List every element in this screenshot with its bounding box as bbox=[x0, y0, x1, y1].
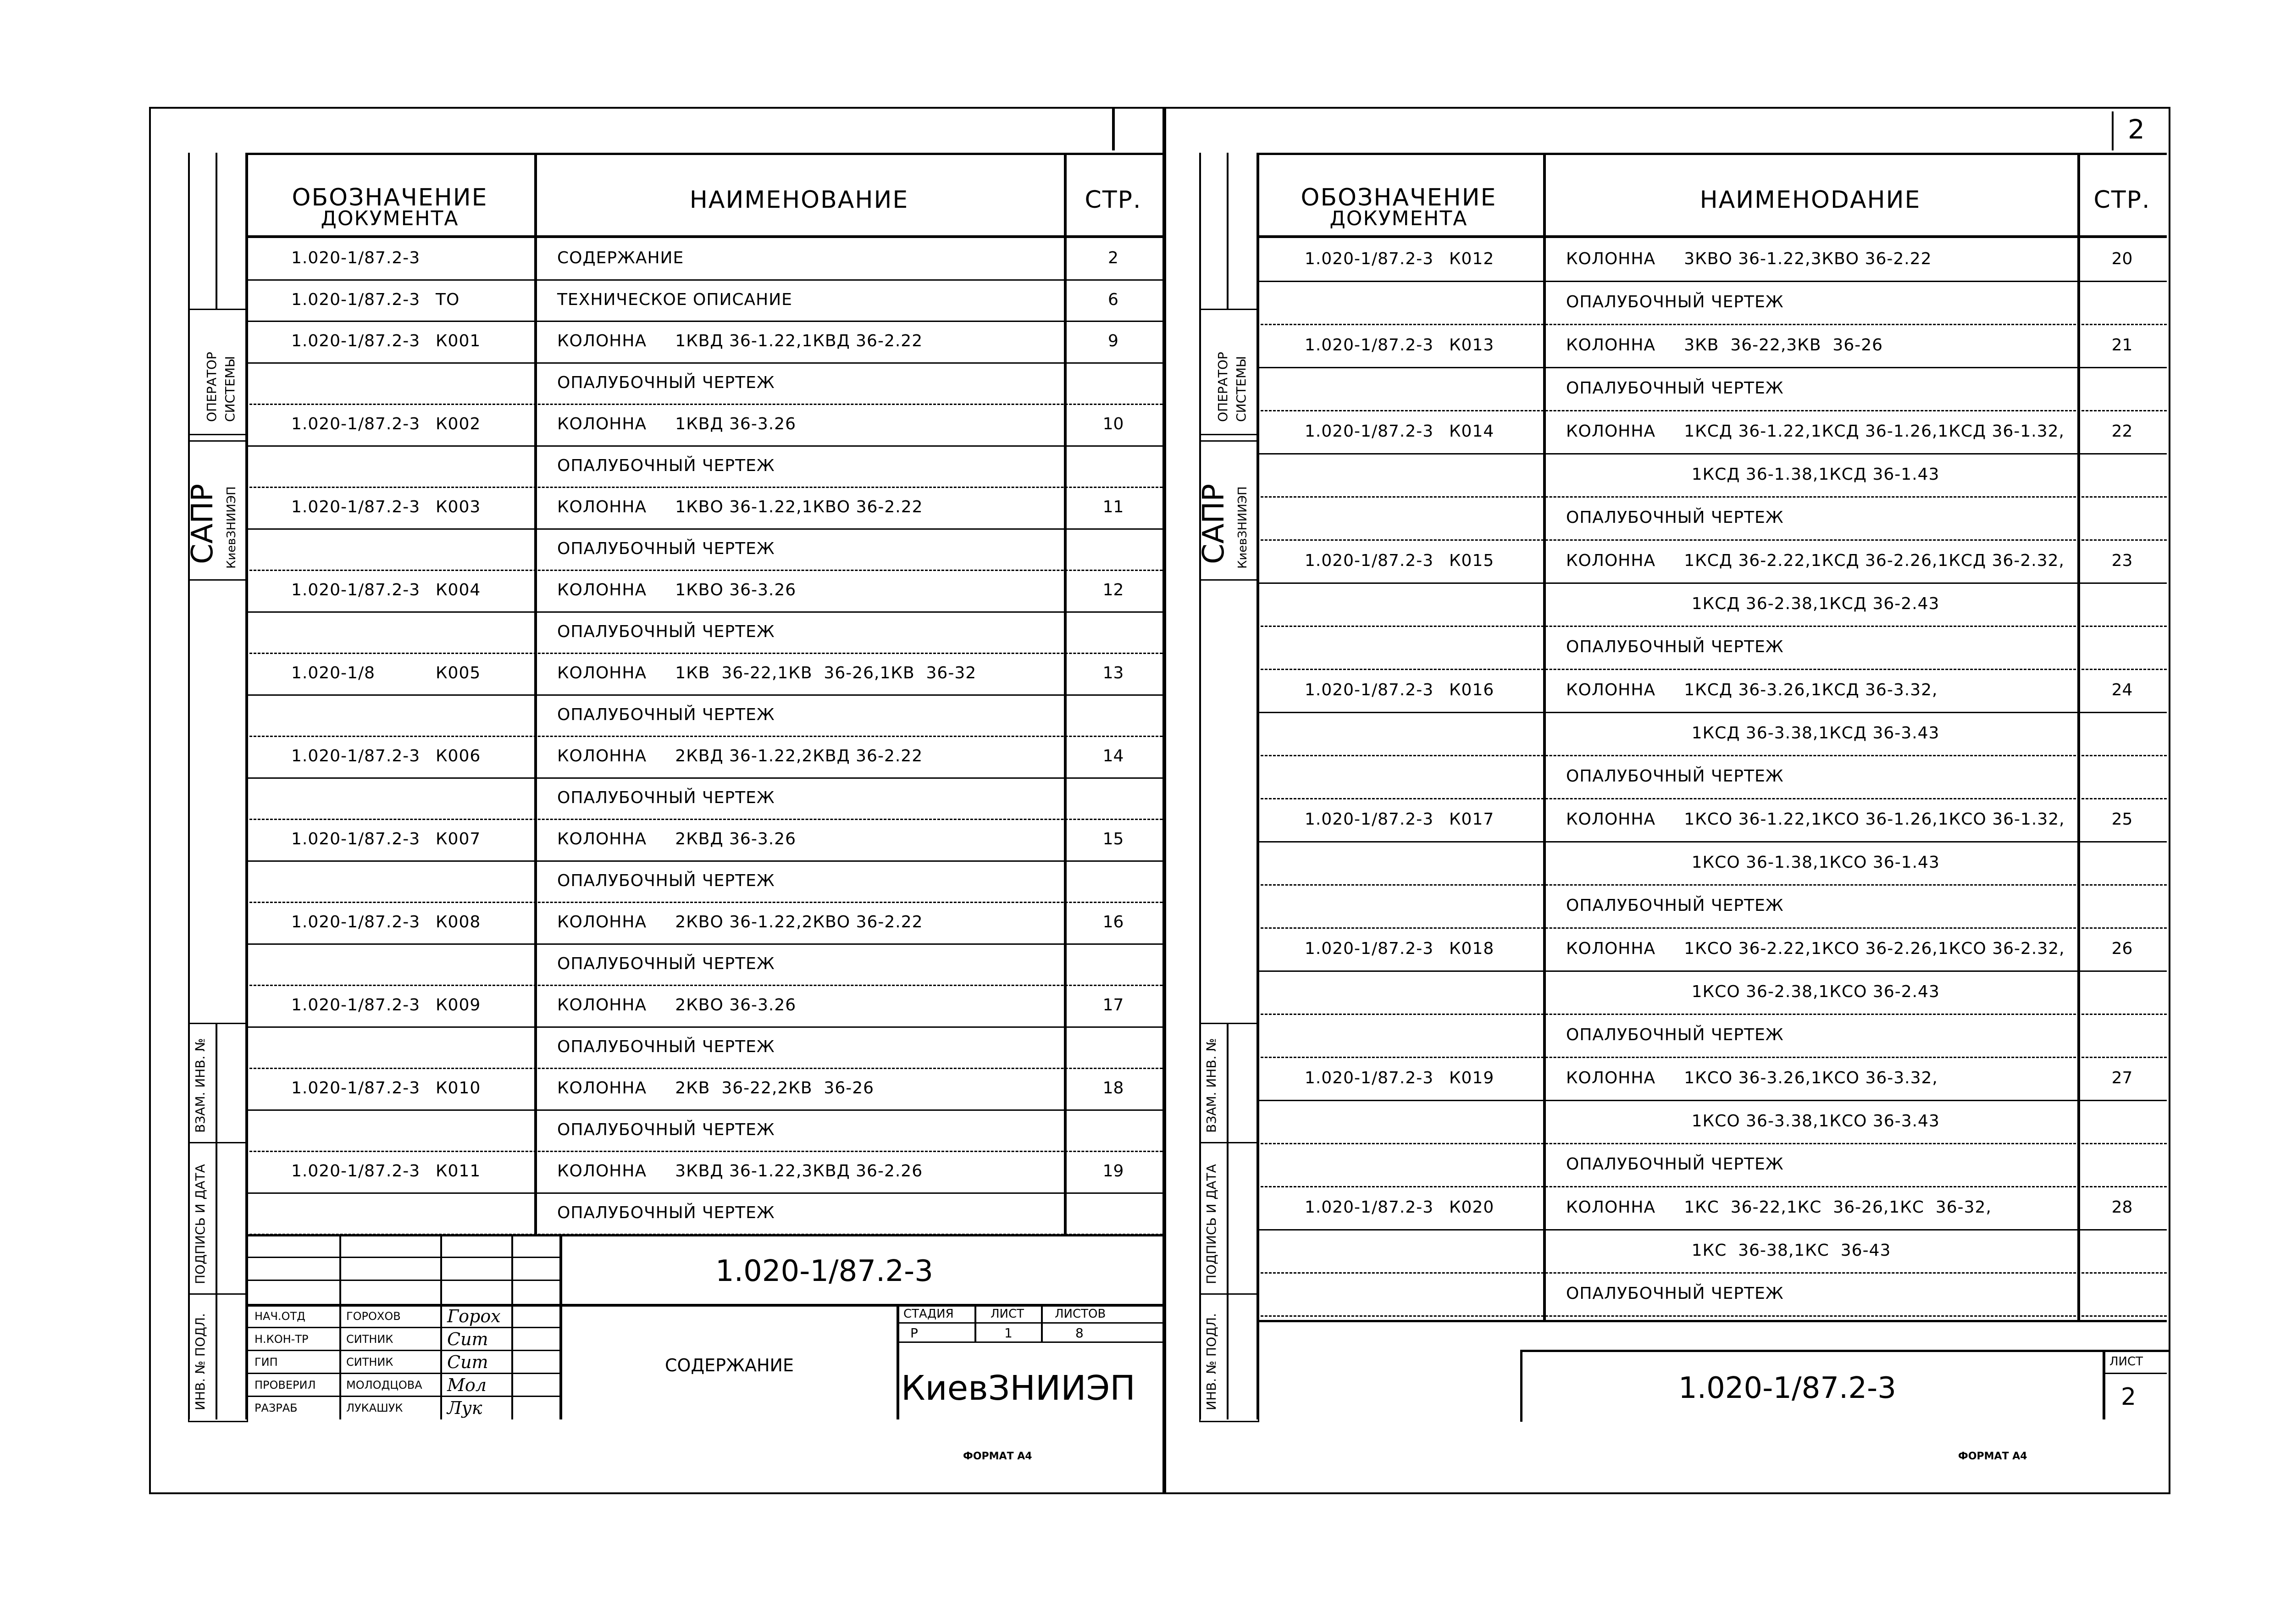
row-divider bbox=[1256, 712, 2167, 713]
doc-name: КОЛОННА 1КВО 36-3.26 bbox=[557, 581, 797, 600]
row-divider bbox=[245, 445, 1162, 447]
right-sidebar-sign-date-label: ПОДПИСЬ И ДАТА bbox=[1204, 1164, 1219, 1284]
row-divider bbox=[245, 902, 1162, 903]
doc-code: К010 bbox=[436, 1079, 481, 1098]
page-number: 13 bbox=[1102, 664, 1124, 683]
sidebar-sign-date-label: ПОДПИСЬ И ДАТА bbox=[193, 1164, 208, 1284]
doc-code: К004 bbox=[436, 581, 481, 600]
doc-code: К013 bbox=[1449, 336, 1494, 355]
stamp-role-5: РАЗРАБ bbox=[255, 1402, 298, 1414]
doc-name: КОЛОННА 2КВД 36-1.22,2КВД 36-2.22 bbox=[557, 747, 923, 766]
page-number: 23 bbox=[2111, 551, 2133, 570]
doc-name: 1КСД 36-1.38,1КСД 36-1.43 bbox=[1566, 465, 1940, 484]
stamp-role-2: Н.КОН-ТР bbox=[255, 1333, 309, 1346]
row-divider bbox=[1256, 1315, 2167, 1317]
page-number: 2 bbox=[1108, 249, 1118, 268]
doc-designation: 1.020-1/87.2-3 bbox=[291, 249, 421, 268]
right-col-name-header: НАИМЕНОDАНИЕ bbox=[1699, 186, 1921, 214]
doc-code: К015 bbox=[1449, 551, 1494, 570]
doc-name: 1КСД 36-3.38,1КСД 36-3.43 bbox=[1566, 724, 1940, 743]
doc-designation: 1.020-1/87.2-3 bbox=[291, 415, 421, 434]
doc-code: ТО bbox=[436, 290, 460, 309]
right-doc-number: 1.020-1/87.2-3 bbox=[1678, 1371, 1896, 1405]
row-divider bbox=[1256, 1100, 2167, 1101]
doc-designation: 1.020-1/87.2-3 bbox=[1305, 1069, 1434, 1087]
sheets-value: 8 bbox=[1075, 1325, 1084, 1341]
doc-code: К011 bbox=[436, 1162, 481, 1181]
page-number: 9 bbox=[1108, 332, 1118, 351]
row-divider bbox=[245, 611, 1162, 613]
doc-name: ОПАЛУБОЧНЫЙ ЧЕРТЕЖ bbox=[1566, 1025, 1784, 1044]
doc-name: КОЛОННА 1КСД 36-2.22,1КСД 36-2.26,1КСД 36-2.32, bbox=[1566, 551, 2065, 570]
row-divider bbox=[1256, 582, 2167, 584]
row-divider bbox=[245, 943, 1162, 945]
doc-code: К002 bbox=[436, 415, 481, 434]
doc-code: К008 bbox=[436, 913, 481, 932]
row-divider bbox=[245, 528, 1162, 530]
row-divider bbox=[1256, 1272, 2167, 1274]
doc-code: К014 bbox=[1449, 422, 1494, 441]
row-divider bbox=[1256, 1229, 2167, 1230]
row-divider bbox=[245, 1109, 1162, 1111]
row-divider bbox=[1256, 410, 2167, 411]
doc-code: К007 bbox=[436, 830, 481, 849]
doc-name: ОПАЛУБОЧНЫЙ ЧЕРТЕЖ bbox=[1566, 293, 1784, 311]
sheet-value: 1 bbox=[1004, 1325, 1013, 1341]
doc-code: К018 bbox=[1449, 939, 1494, 958]
col-designation-header: ОБОЗНАЧЕНИЕ bbox=[292, 184, 488, 211]
stamp-role-1: НАЧ.ОТД bbox=[255, 1310, 305, 1323]
doc-designation: 1.020-1/87.2-3 bbox=[291, 1079, 421, 1098]
sidebar-system-label: СИСТЕМЫ bbox=[222, 356, 238, 422]
doc-designation: 1.020-1/87.2-3 bbox=[291, 290, 421, 309]
right-col-designation-header: ОБОЗНАЧЕНИЕ bbox=[1301, 184, 1497, 211]
row-divider bbox=[245, 1151, 1162, 1152]
row-divider bbox=[245, 570, 1162, 571]
doc-code: К020 bbox=[1449, 1198, 1494, 1217]
row-divider bbox=[1256, 1057, 2167, 1058]
doc-name: 1КСД 36-2.38,1КСД 36-2.43 bbox=[1566, 594, 1940, 613]
row-divider bbox=[1256, 453, 2167, 454]
signature-5: Лук bbox=[447, 1398, 482, 1418]
stamp-name-5: ЛУКАШУК bbox=[346, 1402, 403, 1414]
doc-designation: 1.020-1/87.2-3 bbox=[291, 332, 421, 351]
row-divider bbox=[1256, 496, 2167, 498]
row-divider bbox=[1256, 626, 2167, 627]
stamp-name-2: СИТНИК bbox=[346, 1333, 393, 1346]
doc-designation: 1.020-1/87.2-3 bbox=[1305, 681, 1434, 699]
right-sheet-label: ЛИСТ bbox=[2109, 1355, 2143, 1369]
doc-name: ОПАЛУБОЧНЫЙ ЧЕРТЕЖ bbox=[1566, 637, 1784, 656]
row-divider bbox=[1256, 1014, 2167, 1015]
row-divider bbox=[1256, 281, 2167, 282]
stage-value: Р bbox=[910, 1325, 918, 1341]
row-divider bbox=[245, 1068, 1162, 1069]
doc-designation: 1.020-1/87.2-3 bbox=[1305, 551, 1434, 570]
page-number: 19 bbox=[1102, 1162, 1124, 1181]
left-top-notch bbox=[1112, 107, 1115, 150]
row-divider bbox=[245, 736, 1162, 737]
sidebar-inv-zam-label: ВЗАМ. ИНВ. № bbox=[193, 1038, 208, 1133]
doc-code: К005 bbox=[436, 664, 481, 683]
page-number: 10 bbox=[1102, 415, 1124, 434]
right-sidebar-system-label: СИСТЕМЫ bbox=[1234, 356, 1249, 422]
col-designation-sub-header: ДОКУМЕНТА bbox=[321, 207, 459, 230]
row-divider bbox=[245, 487, 1162, 488]
doc-name: КОЛОННА 1КВД 36-3.26 bbox=[557, 415, 796, 434]
row-divider bbox=[245, 362, 1162, 364]
right-sidebar-sapr-label: САПР bbox=[1197, 483, 1231, 564]
doc-name: ОПАЛУБОЧНЫЙ ЧЕРТЕЖ bbox=[1566, 1284, 1784, 1303]
doc-name: ОПАЛУБОЧНЫЙ ЧЕРТЕЖ bbox=[557, 1120, 775, 1139]
doc-name: ОПАЛУБОЧНЫЙ ЧЕРТЕЖ bbox=[557, 373, 775, 392]
stamp-role-3: ГИП bbox=[255, 1356, 278, 1369]
doc-name: ОПАЛУБОЧНЫЙ ЧЕРТЕЖ bbox=[557, 539, 775, 558]
signature-1: Горох bbox=[447, 1306, 501, 1326]
doc-designation: 1.020-1/87.2-3 bbox=[291, 498, 421, 517]
signature-4: Мол bbox=[447, 1375, 487, 1395]
stamp-name-1: ГОРОХОВ bbox=[346, 1310, 401, 1323]
row-divider bbox=[1256, 841, 2167, 842]
doc-name: ОПАЛУБОЧНЫЙ ЧЕРТЕЖ bbox=[557, 622, 775, 641]
sheet-label: ЛИСТ bbox=[991, 1307, 1024, 1321]
corner-sheet-number: 2 bbox=[2128, 114, 2145, 145]
page-number: 27 bbox=[2111, 1069, 2133, 1087]
page-number: 28 bbox=[2111, 1198, 2133, 1217]
doc-designation: 1.020-1/87.2-3 bbox=[1305, 1198, 1434, 1217]
doc-code: К009 bbox=[436, 996, 481, 1015]
doc-name: ОПАЛУБОЧНЫЙ ЧЕРТЕЖ bbox=[557, 1037, 775, 1056]
sidebar-sapr-label: САПР bbox=[186, 483, 220, 564]
left-doc-number: 1.020-1/87.2-3 bbox=[715, 1254, 933, 1288]
page-number: 11 bbox=[1102, 498, 1124, 517]
right-sidebar-inv-podl-label: ИНВ. № ПОДЛ. bbox=[1204, 1313, 1219, 1410]
doc-name: ОПАЛУБОЧНЫЙ ЧЕРТЕЖ bbox=[1566, 1155, 1784, 1174]
page-number: 22 bbox=[2111, 422, 2133, 441]
row-divider bbox=[245, 694, 1162, 696]
signature-2: Сит bbox=[447, 1329, 488, 1349]
doc-name: 1КС 36-38,1КС 36-43 bbox=[1566, 1241, 1891, 1260]
doc-name: ОПАЛУБОЧНЫЙ ЧЕРТЕЖ bbox=[557, 954, 775, 973]
doc-name: КОЛОННА 1КСД 36-3.26,1КСД 36-3.32, bbox=[1566, 681, 1938, 699]
doc-code: К012 bbox=[1449, 249, 1494, 268]
doc-code: К003 bbox=[436, 498, 481, 517]
right-sheet-number: 2 bbox=[2121, 1383, 2137, 1411]
sheets-label: ЛИСТОВ bbox=[1055, 1307, 1106, 1321]
doc-name: КОЛОННА 1КСО 36-2.22,1КСО 36-2.26,1КСО 36-2.32, bbox=[1566, 939, 2065, 958]
right-sidebar-org-label: КиевЗНИИЭП bbox=[1236, 486, 1250, 569]
doc-designation: 1.020-1/8 bbox=[291, 664, 375, 683]
doc-code: К017 bbox=[1449, 810, 1494, 829]
doc-designation: 1.020-1/87.2-3 bbox=[291, 996, 421, 1015]
doc-name: ОПАЛУБОЧНЫЙ ЧЕРТЕЖ bbox=[1566, 767, 1784, 786]
doc-name: 1КСО 36-2.38,1КСО 36-2.43 bbox=[1566, 982, 1940, 1001]
doc-name: КОЛОННА 3КВО 36-1.22,3КВО 36-2.22 bbox=[1566, 249, 1932, 268]
page-number: 16 bbox=[1102, 913, 1124, 932]
doc-designation: 1.020-1/87.2-3 bbox=[1305, 249, 1434, 268]
doc-designation: 1.020-1/87.2-3 bbox=[291, 581, 421, 600]
signature-3: Сит bbox=[447, 1352, 488, 1372]
doc-name: КОЛОННА 1КСД 36-1.22,1КСД 36-1.26,1КСД 36-1.32, bbox=[1566, 422, 2065, 441]
doc-name: КОЛОННА 3КВД 36-1.22,3КВД 36-2.26 bbox=[557, 1162, 923, 1181]
row-divider bbox=[245, 653, 1162, 654]
doc-name: КОЛОННА 1КСО 36-1.22,1КСО 36-1.26,1КСО 36-1.32, bbox=[1566, 810, 2065, 829]
page-number: 21 bbox=[2111, 336, 2133, 355]
stamp-name-4: МОЛОДЦОВА bbox=[346, 1379, 422, 1391]
doc-designation: 1.020-1/87.2-3 bbox=[1305, 939, 1434, 958]
row-divider bbox=[1256, 1143, 2167, 1144]
row-divider bbox=[1256, 1186, 2167, 1187]
stage-label: СТАДИЯ bbox=[903, 1307, 954, 1321]
doc-name: КОЛОННА 2КВО 36-1.22,2КВО 36-2.22 bbox=[557, 913, 923, 932]
doc-name: ОПАЛУБОЧНЫЙ ЧЕРТЕЖ bbox=[557, 705, 775, 724]
doc-name: КОЛОННА 2КВД 36-3.26 bbox=[557, 830, 796, 849]
right-sidebar-operator-label: ОПЕРАТОР bbox=[1215, 352, 1230, 422]
left-stamp-title: СОДЕРЖАНИЕ bbox=[665, 1355, 794, 1375]
doc-name: КОЛОННА 3КВ 36-22,3КВ 36-26 bbox=[1566, 336, 1883, 355]
doc-designation: 1.020-1/87.2-3 bbox=[1305, 810, 1434, 829]
sidebar-operator-label: ОПЕРАТОР bbox=[204, 352, 219, 422]
page-number: 15 bbox=[1102, 830, 1124, 849]
row-divider bbox=[245, 279, 1162, 281]
doc-code: К019 bbox=[1449, 1069, 1494, 1087]
right-col-designation-sub-header: ДОКУМЕНТА bbox=[1329, 207, 1468, 230]
page-number: 25 bbox=[2111, 810, 2133, 829]
row-divider bbox=[1256, 798, 2167, 799]
row-divider bbox=[245, 819, 1162, 820]
org-name: КиевЗНИИЭП bbox=[901, 1369, 1135, 1408]
doc-name: КОЛОННА 2КВ 36-22,2КВ 36-26 bbox=[557, 1079, 875, 1098]
right-col-page-header: СТР. bbox=[2093, 186, 2151, 214]
doc-designation: 1.020-1/87.2-3 bbox=[291, 1162, 421, 1181]
doc-name: 1КСО 36-1.38,1КСО 36-1.43 bbox=[1566, 853, 1940, 872]
doc-name: ОПАЛУБОЧНЫЙ ЧЕРТЕЖ bbox=[557, 871, 775, 890]
col-page-header: СТР. bbox=[1085, 186, 1142, 214]
doc-name: ОПАЛУБОЧНЫЙ ЧЕРТЕЖ bbox=[1566, 508, 1784, 527]
doc-code: К001 bbox=[436, 332, 481, 351]
doc-name: ОПАЛУБОЧНЫЙ ЧЕРТЕЖ bbox=[1566, 379, 1784, 398]
row-divider bbox=[245, 404, 1162, 405]
page-number: 12 bbox=[1102, 581, 1124, 600]
row-divider bbox=[245, 860, 1162, 862]
doc-name: КОЛОННА 2КВО 36-3.26 bbox=[557, 996, 797, 1015]
page-number: 18 bbox=[1102, 1079, 1124, 1098]
page-number: 14 bbox=[1102, 747, 1124, 766]
doc-name: ОПАЛУБОЧНЫЙ ЧЕРТЕЖ bbox=[557, 1203, 775, 1222]
row-divider bbox=[1256, 927, 2167, 929]
page-number: 24 bbox=[2111, 681, 2133, 699]
doc-code: К016 bbox=[1449, 681, 1494, 699]
doc-name: КОЛОННА 1КВД 36-1.22,1КВД 36-2.22 bbox=[557, 332, 923, 351]
doc-name: КОЛОННА 1КВО 36-1.22,1КВО 36-2.22 bbox=[557, 498, 923, 517]
doc-designation: 1.020-1/87.2-3 bbox=[291, 747, 421, 766]
col-name-header: НАИМЕНОВАНИЕ bbox=[689, 186, 909, 214]
page-number: 20 bbox=[2111, 249, 2133, 268]
doc-name: ОПАЛУБОЧНЫЙ ЧЕРТЕЖ bbox=[557, 788, 775, 807]
doc-designation: 1.020-1/87.2-3 bbox=[291, 830, 421, 849]
row-divider bbox=[1256, 884, 2167, 886]
row-divider bbox=[245, 985, 1162, 986]
stamp-role-4: ПРОВЕРИЛ bbox=[255, 1379, 316, 1391]
row-divider bbox=[1256, 367, 2167, 368]
format-right: ФОРМАТ А4 bbox=[1958, 1451, 2027, 1462]
doc-name: ТЕХНИЧЕСКОЕ ОПИСАНИЕ bbox=[557, 290, 792, 309]
right-sidebar-inv-zam-label: ВЗАМ. ИНВ. № bbox=[1204, 1038, 1219, 1133]
doc-designation: 1.020-1/87.2-3 bbox=[1305, 422, 1434, 441]
doc-name: 1КСО 36-3.38,1КСО 36-3.43 bbox=[1566, 1112, 1940, 1131]
row-divider bbox=[1256, 539, 2167, 541]
row-divider bbox=[1256, 970, 2167, 972]
doc-name: КОЛОННА 1КСО 36-3.26,1КСО 36-3.32, bbox=[1566, 1069, 1938, 1087]
doc-designation: 1.020-1/87.2-3 bbox=[291, 913, 421, 932]
row-divider bbox=[245, 321, 1162, 322]
stamp-name-3: СИТНИК bbox=[346, 1356, 393, 1369]
doc-name: СОДЕРЖАНИЕ bbox=[557, 249, 684, 268]
format-left: ФОРМАТ А4 bbox=[963, 1451, 1032, 1462]
doc-code: К006 bbox=[436, 747, 481, 766]
row-divider bbox=[1256, 324, 2167, 325]
page-number: 6 bbox=[1108, 290, 1118, 309]
sidebar-org-label: КиевЗНИИЭП bbox=[225, 486, 238, 569]
row-divider bbox=[245, 777, 1162, 779]
row-divider bbox=[245, 1026, 1162, 1028]
page-number: 26 bbox=[2111, 939, 2133, 958]
row-divider bbox=[1256, 669, 2167, 670]
doc-designation: 1.020-1/87.2-3 bbox=[1305, 336, 1434, 355]
sidebar-inv-podl-label: ИНВ. № ПОДЛ. bbox=[193, 1313, 208, 1410]
doc-name: КОЛОННА 1КС 36-22,1КС 36-26,1КС 36-32, bbox=[1566, 1198, 1992, 1217]
row-divider bbox=[245, 1192, 1162, 1194]
doc-name: ОПАЛУБОЧНЫЙ ЧЕРТЕЖ bbox=[557, 456, 775, 475]
page-number: 17 bbox=[1102, 996, 1124, 1015]
doc-name: ОПАЛУБОЧНЫЙ ЧЕРТЕЖ bbox=[1566, 896, 1784, 915]
row-divider bbox=[1256, 755, 2167, 756]
doc-name: КОЛОННА 1КВ 36-22,1КВ 36-26,1КВ 36-32 bbox=[557, 664, 977, 683]
